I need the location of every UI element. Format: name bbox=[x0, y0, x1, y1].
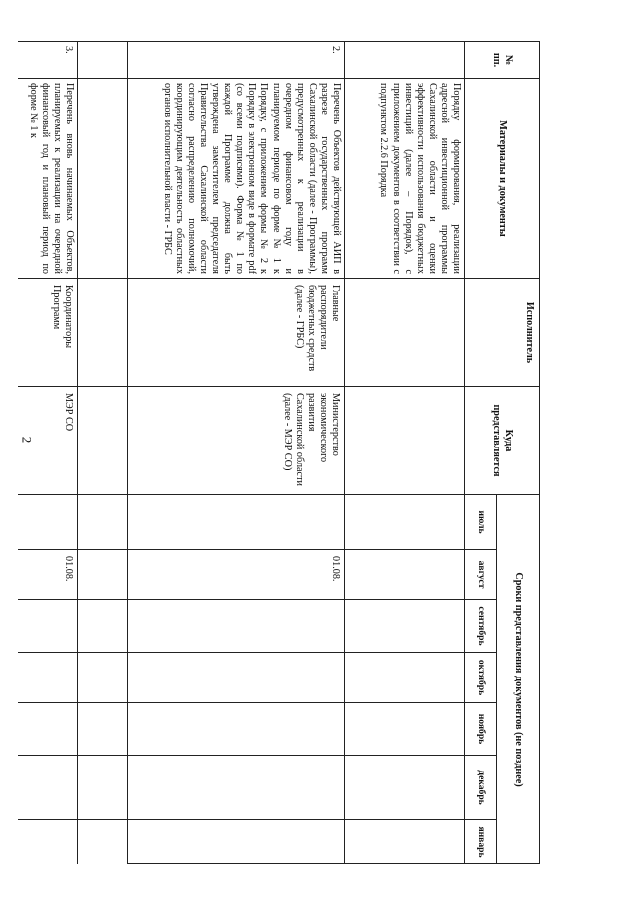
row2-november bbox=[78, 702, 345, 755]
header-num: № пп. bbox=[465, 41, 540, 78]
month-november: ноябрь bbox=[465, 702, 497, 755]
row3-materials: Перечень вновь начинаемых Объектов, планируемых к реализации на очередной финансовый год и плановый период по форме № 1 к bbox=[18, 78, 78, 278]
row1-executor bbox=[345, 278, 465, 386]
row3-august: 01.08. bbox=[18, 549, 78, 599]
row1-num bbox=[345, 41, 465, 78]
row3-october bbox=[18, 652, 78, 702]
row3-destination: МЭР СО bbox=[18, 386, 78, 494]
row2-materials: Перечень Объектов действующей АИП в разрезе государственных программ Сахалинской области (далее - Программы), предусмотренных к реализации в очередном финансовом году и планируемом периоде по форме № 1 к Порядку, с приложением формы № 2 к Порядку в электронном виде в формате pdf (со всеми подписями). Форма № 1 по каждой Программе должна быть утверждена заместителем председателя Правительства Сахалинской области согласно распределению полномочий, координирующим деятельность областных органов исполнительной власти - ГРБС bbox=[78, 78, 345, 278]
row3-executor: Координаторы Программ bbox=[18, 278, 78, 386]
row1-september bbox=[345, 599, 465, 652]
month-july: июль bbox=[465, 494, 497, 549]
row1-july bbox=[345, 494, 465, 549]
row2-december bbox=[78, 755, 345, 819]
row2-september bbox=[78, 599, 345, 652]
header-deadlines: Сроки представления документов (не позднее) bbox=[497, 494, 540, 864]
month-october: октябрь bbox=[465, 652, 497, 702]
header-destination: Куда представляется bbox=[465, 386, 540, 494]
row1-january bbox=[345, 819, 465, 864]
row1-november bbox=[345, 702, 465, 755]
row3-january bbox=[18, 819, 78, 864]
page-number: 2 bbox=[19, 436, 35, 444]
row2-august: 01.08. bbox=[78, 549, 345, 599]
row2-executor: Главные распорядители бюджетных средств (далее - ГРБС) bbox=[78, 278, 345, 386]
header-materials: Материалы и документы bbox=[465, 78, 540, 278]
row1-destination bbox=[345, 386, 465, 494]
month-august: август bbox=[465, 549, 497, 599]
month-september: сентябрь bbox=[465, 599, 497, 652]
row3-september bbox=[18, 599, 78, 652]
row3-num: 3. bbox=[18, 41, 78, 78]
row2-october bbox=[78, 652, 345, 702]
row3-july bbox=[18, 494, 78, 549]
row2-destination: Министерство экономического развития Сахалинской области (далее - МЭР СО) bbox=[78, 386, 345, 494]
row1-august bbox=[345, 549, 465, 599]
row1-materials: Порядку формирования, реализации адресной инвестиционной программы Сахалинской области и оценки эффективности использования бюджетных инвестиций (далее – Порядок), с приложением документов в соответствии с подпунктом 2.2.6 Порядка bbox=[345, 78, 465, 278]
deadlines-table bbox=[27, 41, 540, 864]
row2-july bbox=[78, 494, 345, 549]
header-executor: Исполнитель bbox=[465, 278, 540, 386]
row1-december bbox=[345, 755, 465, 819]
month-january: январь bbox=[465, 819, 497, 864]
row3-november bbox=[18, 702, 78, 755]
row2-january bbox=[78, 819, 345, 864]
row1-october bbox=[345, 652, 465, 702]
row3-december bbox=[18, 755, 78, 819]
month-december: декабрь bbox=[465, 755, 497, 819]
row2-num: 2. bbox=[78, 41, 345, 78]
